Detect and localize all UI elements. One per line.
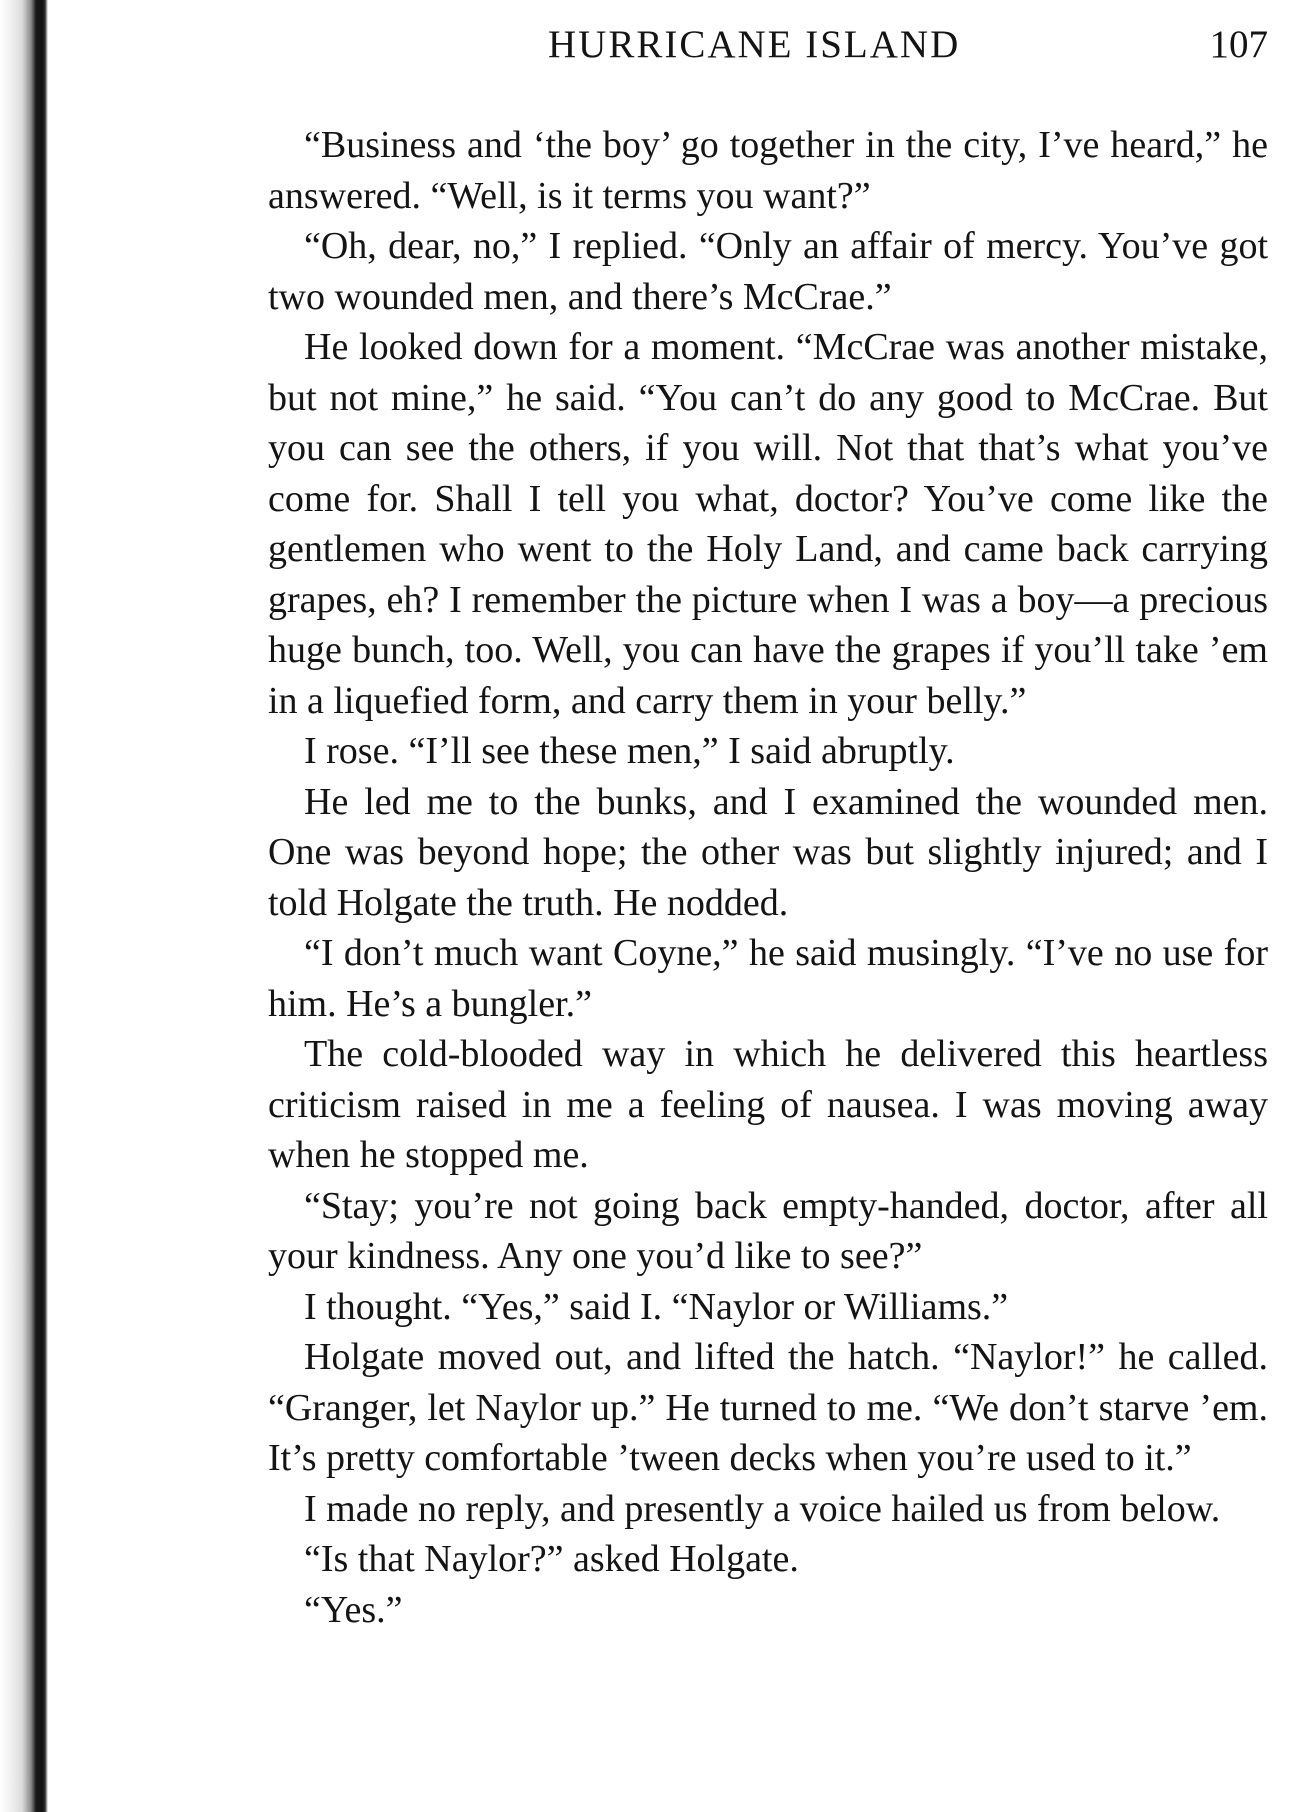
paragraph: I rose. “I’ll see these men,” I said abruptly. — [304, 730, 955, 772]
paragraph: The cold-blooded way in which he delivered this heartless criticism raised in me a feeling of nausea. I was moving away when he stopped me. — [268, 1033, 1268, 1176]
paragraph: “Is that Naylor?” asked Holgate. — [304, 1538, 799, 1580]
running-head — [268, 22, 1268, 72]
paragraph: I made no reply, and presently a voice hailed us from below. — [304, 1487, 1221, 1530]
paragraph: “Business and ‘the boy’ go together in the city, I’ve heard,” he answered. “Well, is it terms you want?” — [268, 124, 1268, 217]
paragraph: “I don’t much want Coyne,” he said musingly. “I’ve no use for him. He’s a bungler.” — [268, 932, 1268, 1025]
paragraph: “Stay; you’re not going back empty-handed, doctor, after all your kindness. Any one you’d like to see?” — [268, 1184, 1268, 1277]
paragraph: “Oh, dear, no,” I replied. “Only an affair of mercy. You’ve got two wounded men, and there’s McCrae.” — [268, 225, 1268, 318]
paragraph: He led me to the bunks, and I examined the wounded men. One was beyond hope; the other was but slightly injured; and I told Holgate the truth. He nodded. — [268, 780, 1268, 924]
paragraph: “Yes.” — [304, 1588, 403, 1631]
body-text — [268, 120, 1268, 1635]
page-gutter-shadow — [0, 0, 50, 1812]
paragraph: I thought. “Yes,” said I. “Naylor or Williams.” — [304, 1285, 1009, 1328]
running-title: HURRICANE ISLAND — [548, 23, 961, 66]
page-number: 107 — [1209, 23, 1268, 66]
paragraph: Holgate moved out, and lifted the hatch. “Naylor!” he called. “Granger, let Naylor up.” He turned to me. “We don’t starve ’em. It’s pretty comfortable ’tween decks when you’re used to it.” — [268, 1336, 1268, 1479]
paragraph: He looked down for a moment. “McCrae was another mistake, but not mine,” he said. “You can’t do any good to McCrae. But you can see the others, if you will. Not that that’s what you’ve come for. Shall I tell you what, doctor? You’ve come like the gentlemen who went to the Holy Land, and came back carrying grapes, eh? I remember the picture when I was a boy—a precious huge bunch, too. Well, you can have the grapes if you’ll take ’em in a liquefied form, and carry them in your belly.” — [268, 326, 1268, 722]
